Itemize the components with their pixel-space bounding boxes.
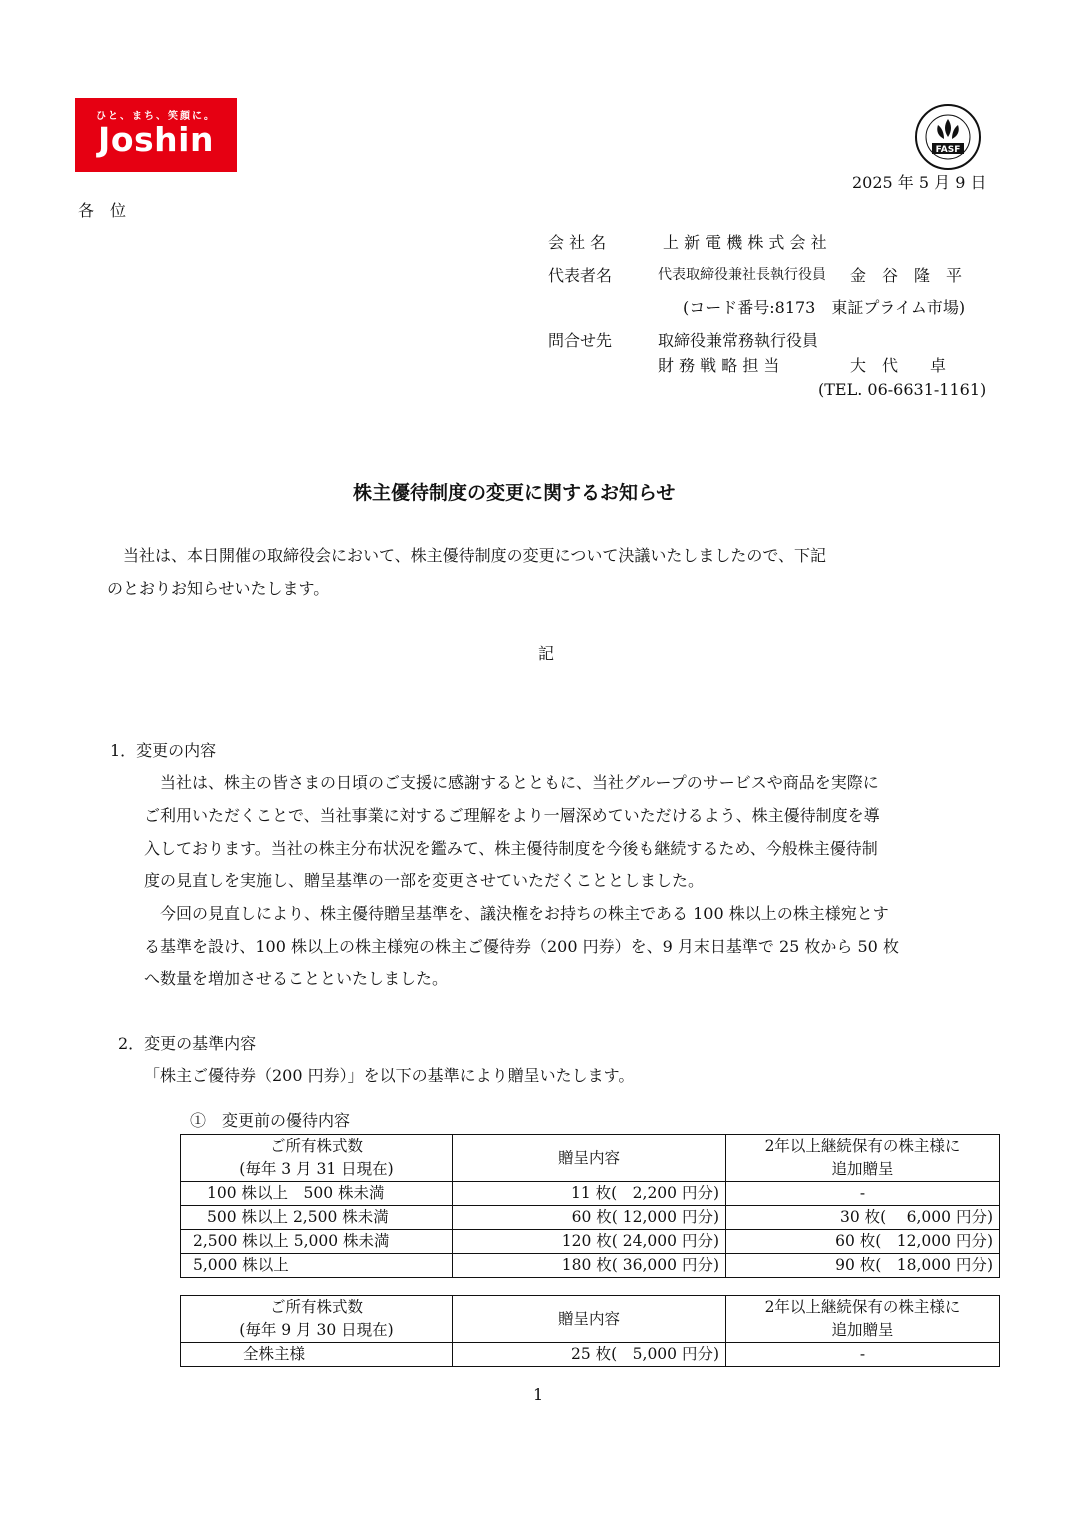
table-header-row bbox=[181, 1296, 1000, 1343]
section2-heading: 2．変更の基準内容 bbox=[118, 1034, 257, 1053]
section1-line-3: 入しております。当社の株主分布状況を鑑みて、株主優待制度を今後も継続するため、今般株主優待制 bbox=[144, 839, 878, 858]
privilege-table-september bbox=[180, 1295, 1000, 1367]
representative-label: 代表者名 bbox=[548, 266, 613, 285]
table-header-gift: 贈呈内容 bbox=[453, 1135, 726, 1182]
seal-abbr: FASF bbox=[935, 145, 961, 155]
section1-line-5: 今回の見直しにより、株主優待贈呈基準を、議決権をお持ちの株主である 100 株以上の株主様宛とす bbox=[160, 904, 889, 923]
contact-tel: (TEL. 06-6631-1161) bbox=[818, 380, 987, 399]
contact-name: 大 代 卓 bbox=[850, 356, 947, 375]
table-row: 全株主様 25 枚( 5,000 円分) - bbox=[181, 1343, 1000, 1367]
page-number: 1 bbox=[533, 1385, 544, 1404]
stock-code: (コード番号:8173 東証プライム市場) bbox=[683, 298, 966, 317]
intro-line-2: のとおりお知らせいたします。 bbox=[107, 579, 330, 598]
table-row: 500 株以上 2,500 株未満 60 枚( 12,000 円分) 30 枚( 6,000 円分) bbox=[181, 1206, 1000, 1230]
fasf-seal-icon bbox=[914, 103, 982, 171]
contact-title-1: 取締役兼常務執行役員 bbox=[658, 331, 819, 350]
section1-line-4: 度の見直しを実施し、贈呈基準の一部を変更させていただくこととしました。 bbox=[144, 871, 705, 890]
table-header-shares: ご所有株式数 (毎年 9 月 30 日現在) bbox=[181, 1296, 453, 1343]
table-row: 2,500 株以上 5,000 株未満 120 枚( 24,000 円分) 60 枚( 12,000 円分) bbox=[181, 1230, 1000, 1254]
table-header-shares: ご所有株式数 (毎年 3 月 31 日現在) bbox=[181, 1135, 453, 1182]
intro-line-1: 当社は、本日開催の取締役会において、株主優待制度の変更について決議いたしましたので、下記 bbox=[123, 546, 827, 565]
representative-title: 代表取締役兼社長執行役員 bbox=[658, 267, 826, 283]
section1-line-7: へ数量を増加させることといたしました。 bbox=[144, 969, 449, 988]
company-name: 上 新 電 機 株 式 会 社 bbox=[663, 233, 827, 252]
section1-heading: 1．変更の内容 bbox=[110, 741, 217, 760]
table-header-extra: 2年以上継続保有の株主様に 追加贈呈 bbox=[726, 1296, 1000, 1343]
logo-tagline: ひと、まち、笑顔に。 bbox=[96, 111, 216, 122]
representative-name: 金 谷 隆 平 bbox=[850, 266, 963, 285]
logo-name: Joshin bbox=[98, 120, 214, 159]
privilege-table-before bbox=[180, 1134, 1000, 1278]
joshin-logo bbox=[75, 98, 237, 172]
section2-lead: 「株主ご優待券（200 円券）」を以下の基準により贈呈いたします。 bbox=[144, 1066, 635, 1085]
table-header-row bbox=[181, 1135, 1000, 1182]
section1-line-1: 当社は、株主の皆さまの日頃のご支援に感謝するとともに、当社グループのサービスや商品を実際に bbox=[160, 773, 879, 792]
contact-title-2: 財 務 戦 略 担 当 bbox=[658, 356, 780, 375]
company-name-label: 会 社 名 bbox=[548, 233, 607, 252]
section1-line-6: る基準を設け、100 株以上の株主様宛の株主ご優待券（200 円券）を、9 月末日基準で 25 枚から 50 枚 bbox=[144, 937, 899, 956]
section2-sub1: ① 変更前の優待内容 bbox=[190, 1111, 351, 1130]
table-header-extra: 2年以上継続保有の株主様に 追加贈呈 bbox=[726, 1135, 1000, 1182]
page-title: 株主優待制度の変更に関するお知らせ bbox=[353, 482, 676, 504]
table-row: 5,000 株以上 180 枚( 36,000 円分) 90 枚( 18,000 円分) bbox=[181, 1254, 1000, 1278]
section1-line-2: ご利用いただくことで、当社事業に対するご理解をより一層深めていただけるよう、株主優待制度を導 bbox=[144, 806, 880, 825]
addressee: 各 位 bbox=[78, 201, 127, 220]
ki-mark: 記 bbox=[538, 644, 555, 663]
contact-label: 問合せ先 bbox=[548, 331, 613, 350]
table-header-gift: 贈呈内容 bbox=[453, 1296, 726, 1343]
table-row: 100 株以上 500 株未満 11 枚( 2,200 円分) - bbox=[181, 1182, 1000, 1206]
release-date: 2025 年 5 月 9 日 bbox=[852, 173, 987, 192]
